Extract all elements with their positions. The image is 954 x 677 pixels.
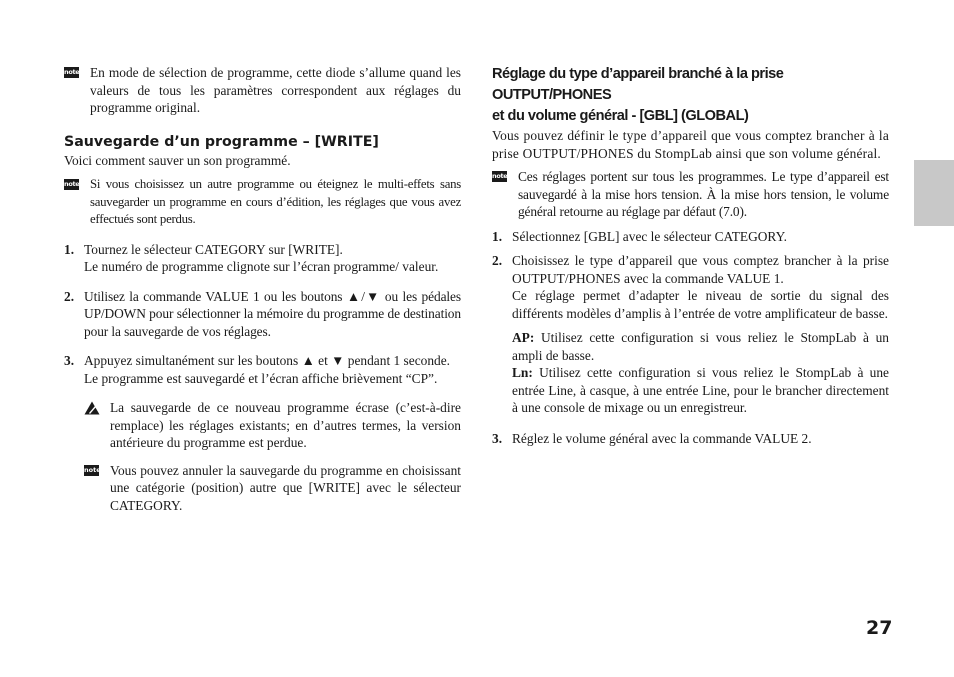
note-icon: note: [64, 180, 80, 188]
note-text: Ces réglages portent sur tous les programmes. Le type d’appareil est sauvegardé à la mise hors tension. À la mise hors tension, le volume général retourne au réglage par défaut (7.0).: [518, 169, 889, 219]
step-number: 2.: [64, 288, 75, 304]
step-number: 3.: [64, 353, 75, 368]
note-icon: note: [492, 172, 508, 180]
note-text: Vous pouvez annuler la sauvegarde du programme en choisissant une catégorie (position) autre que [WRITE] avec le sélecteur CATEGORY.: [110, 462, 461, 513]
note-text: En mode de sélection de programme, cette diode s’allume quand les valeurs de tous les paramètres correspondent aux réglages du programme original.: [90, 65, 461, 115]
note-block: [64, 64, 461, 117]
note-block: [64, 176, 461, 229]
step-text: Sélectionnez [GBL] avec le sélecteur CATEGORY.: [512, 228, 787, 244]
step-detail: Ce réglage permet d’adapter le niveau de sortie du signal des différents modèles d’amplis à l’entrée de votre amplificateur de basse.: [512, 288, 889, 321]
option-ln: [512, 364, 889, 417]
note-block: [84, 462, 461, 515]
option-ap: [512, 329, 889, 364]
note-icon: note: [64, 68, 80, 76]
step-number: 1.: [492, 228, 503, 244]
step-text: Appuyez simultanément sur les boutons ▲ et ▼ pendant 1 seconde.: [84, 353, 451, 368]
step-item: [64, 352, 461, 387]
step-detail: Le programme est sauvegardé et l’écran affiche brièvement “CP”.: [84, 370, 438, 386]
section-heading-gbl-line1: Réglage du type d’appareil branché à la prise OUTPUT/PHONES: [492, 66, 784, 103]
step-text: Choisissez le type d’appareil que vous comptez brancher à la prise OUTPUT/PHONES avec la commande VALUE 1.: [512, 253, 889, 286]
step-number: 3.: [492, 430, 503, 446]
step-text: Tournez le sélecteur CATEGORY sur [WRITE].: [84, 241, 343, 257]
section-heading-write: Sauvegarde d’un programme – [WRITE]: [64, 133, 379, 150]
chapter-tab: [914, 160, 954, 226]
step-text: Utilisez la commande VALUE 1 ou les boutons ▲/▼ ou les pédales UP/DOWN pour sélectionner la mémoire du programme de destination pour la sauvegarde de vos réglages.: [84, 288, 461, 339]
option-ln-text: Utilisez cette configuration si vous reliez le StompLab à une entrée Line, à casque, à une entrée Line, pour le brancher directement à une console de mixage ou un enregistreur.: [512, 365, 889, 415]
step-item: [492, 252, 889, 417]
step-item: [492, 228, 889, 246]
note-icon: note: [84, 465, 101, 474]
note-block: [492, 168, 889, 221]
option-ap-label: AP:: [512, 330, 535, 345]
step-item: [64, 288, 461, 341]
step-text: Réglez le volume général avec la commande VALUE 2.: [512, 430, 812, 446]
section-intro: Vous pouvez définir le type d’appareil que vous comptez brancher à la prise OUTPUT/PHONES du StompLab ainsi que son volume général.: [492, 128, 889, 161]
step-item: [492, 430, 889, 448]
step-item: [64, 241, 461, 276]
step-detail: Le numéro de programme clignote sur l’écran programme/ valeur.: [84, 259, 439, 274]
option-ap-text: Utilisez cette configuration si vous reliez le StompLab à un ampli de basse.: [512, 330, 889, 363]
step-number: 2.: [492, 253, 503, 268]
page-number: 27: [866, 617, 893, 639]
note-text: Si vous choisissez un autre programme ou éteignez le multi-effets sans sauvegarder un programme en cours d’édition, les réglages que vous avez effectués sont perdus.: [90, 177, 461, 226]
section-intro: Voici comment sauver un son programmé.: [64, 152, 291, 168]
warning-block: [84, 399, 461, 452]
section-heading-gbl-line2: et du volume général - [GBL] (GLOBAL): [492, 108, 749, 124]
warning-text: La sauvegarde de ce nouveau programme écrase (c’est-à-dire remplace) les réglages existants; en d’autres termes, la version antérieure du programme est perdue.: [110, 400, 461, 450]
left-column: [64, 64, 461, 514]
right-column: [492, 64, 889, 447]
option-ln-label: Ln:: [512, 365, 533, 380]
warning-icon: [84, 401, 100, 420]
step-number: 1.: [64, 241, 75, 257]
